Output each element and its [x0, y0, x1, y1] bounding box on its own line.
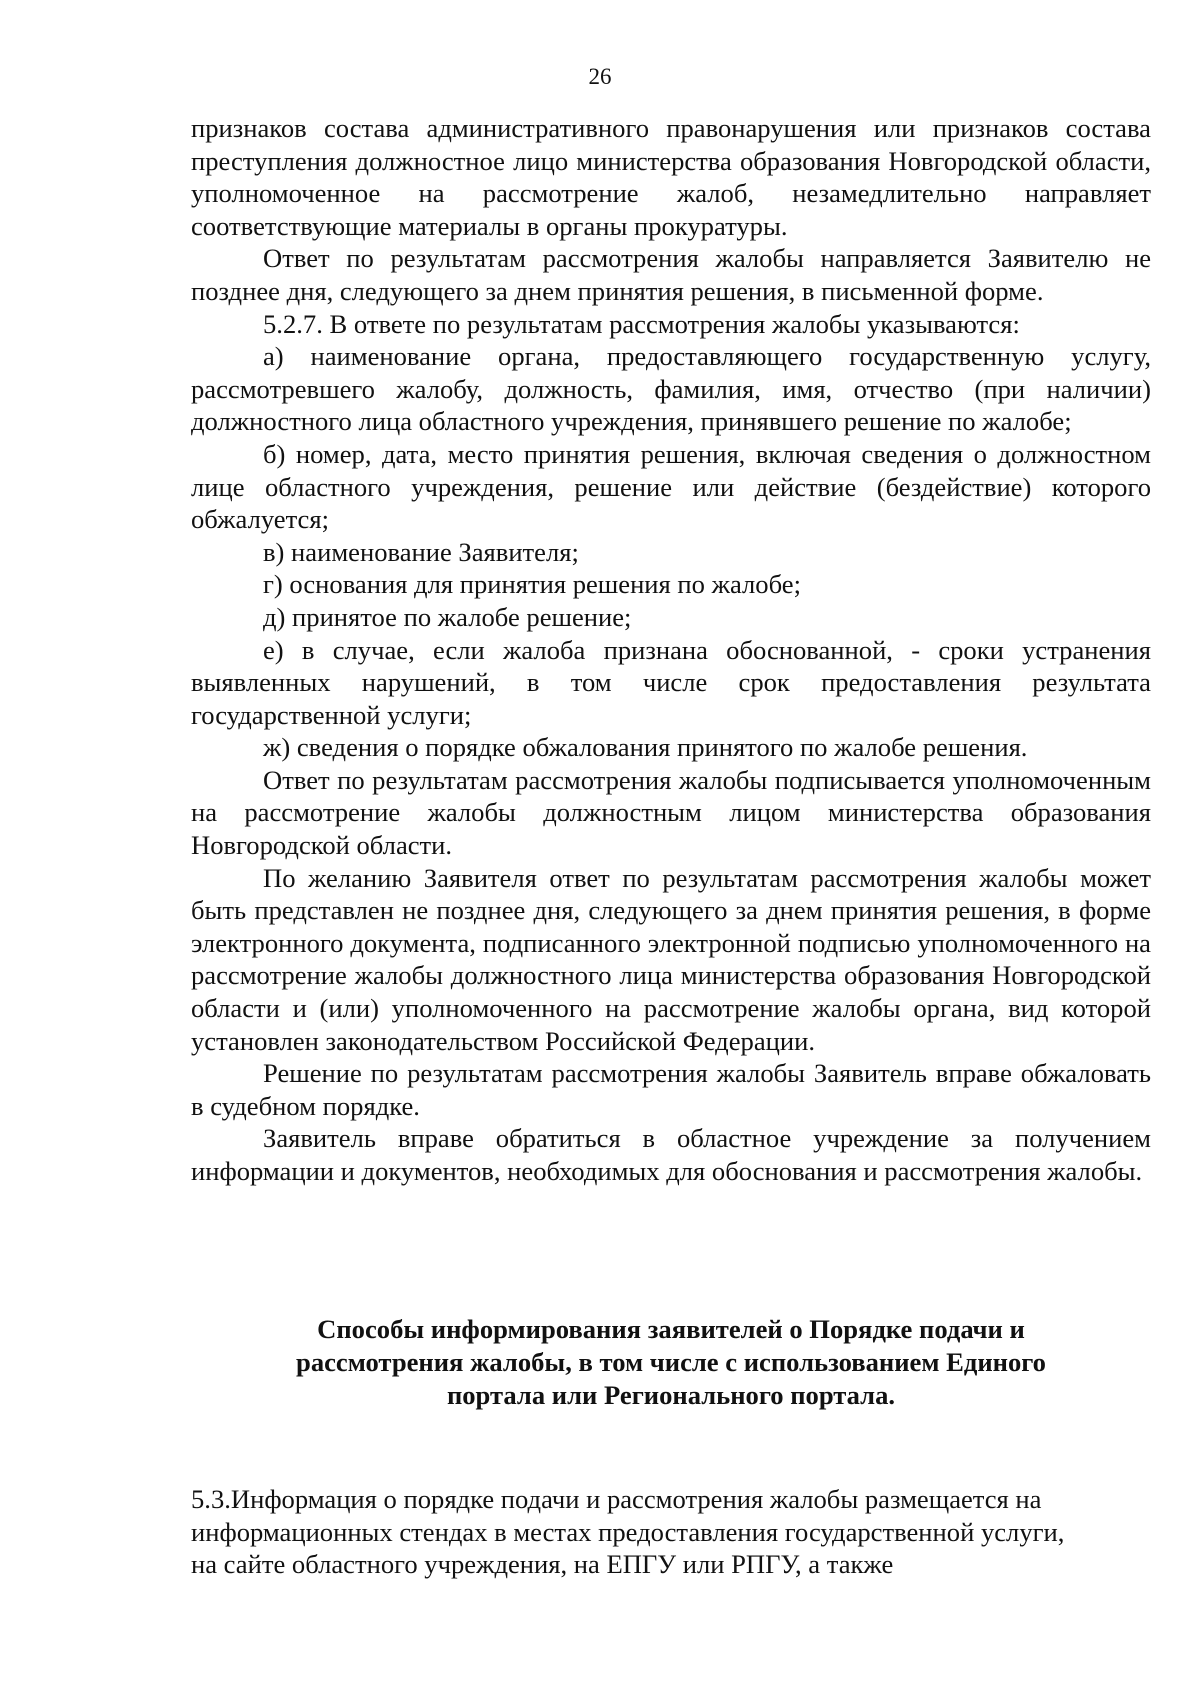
paragraph: Ответ по результатам рассмотрения жалобы подписывается уполномоченным на рассмотрение жалобы должностным лицом министерства образования Новгородской области. [191, 764, 1151, 861]
heading-line: рассмотрения жалобы, в том числе с использованием Единого [296, 1347, 1046, 1377]
section-5-3-paragraph [191, 1483, 1151, 1581]
paragraph: По желанию Заявителя ответ по результатам рассмотрения жалобы может быть представлен не позднее дня, следующего за днем принятия решения, в форме электронного документа, подписанного электронной подписью уполномоченного на рассмотрение жалобы должностного лица министерства образования Новгородской области и (или) уполномоченного на рассмотрение жалобы органа, вид которой установлен законодательством Российской Федерации. [191, 862, 1151, 1056]
text-line: на сайте областного учреждения, на ЕПГУ или РПГУ, а также [191, 1549, 894, 1580]
page-number: 26 [588, 64, 612, 89]
list-item: е) в случае, если жалоба признана обоснованной, - сроки устранения выявленных нарушений, в том числе срок предоставления результата государственной услуги; [191, 634, 1151, 730]
list-item: г) основания для принятия решения по жалобе; [263, 569, 801, 600]
list-item: а) наименование органа, предоставляющего государственную услугу, рассмотревшего жалобу, должность, фамилия, имя, отчество (при наличии) должностного лица областного учреждения, принявшего решение по жалобе; [191, 341, 1151, 437]
paragraph: Ответ по результатам рассмотрения жалобы направляется Заявителю не позднее дня, следующего за днем принятия решения, в письменной форме. [191, 243, 1151, 306]
list-item: ж) сведения о порядке обжалования принятого по жалобе решения. [263, 732, 1028, 763]
body-text [191, 112, 1151, 1188]
text-line: 5.3.Информация о порядке подачи и рассмотрения жалобы размещается на [191, 1484, 1042, 1514]
list-item: в) наименование Заявителя; [263, 536, 579, 567]
list-item: д) принятое по жалобе решение; [263, 601, 632, 632]
heading-line: портала или Регионального портала. [446, 1380, 896, 1410]
paragraph: признаков состава административного правонарушения или признаков состава преступления должностное лицо министерства образования Новгородской области, уполномоченное на рассмотрение жалоб, незамедлительно направляет соответствующие материалы в органы прокуратуры. [191, 113, 1151, 241]
paragraph: Решение по результатам рассмотрения жалобы Заявитель вправе обжаловать в судебном порядке. [191, 1058, 1151, 1121]
list-item: б) номер, дата, место принятия решения, включая сведения о должностном лице областного учреждения, решение или действие (бездействие) которого обжалуется; [191, 438, 1151, 535]
section-heading [191, 1313, 1151, 1412]
paragraph: 5.2.7. В ответе по результатам рассмотрения жалобы указываются: [263, 308, 1020, 339]
paragraph: Заявитель вправе обратиться в областное учреждение за получением информации и документов, необходимых для обоснования и рассмотрения жалобы. [191, 1123, 1151, 1186]
text-line: информационных стендах в местах предоставления государственной услуги, [191, 1516, 1065, 1547]
heading-line: Способы информирования заявителей о Порядке подачи и [317, 1314, 1025, 1344]
